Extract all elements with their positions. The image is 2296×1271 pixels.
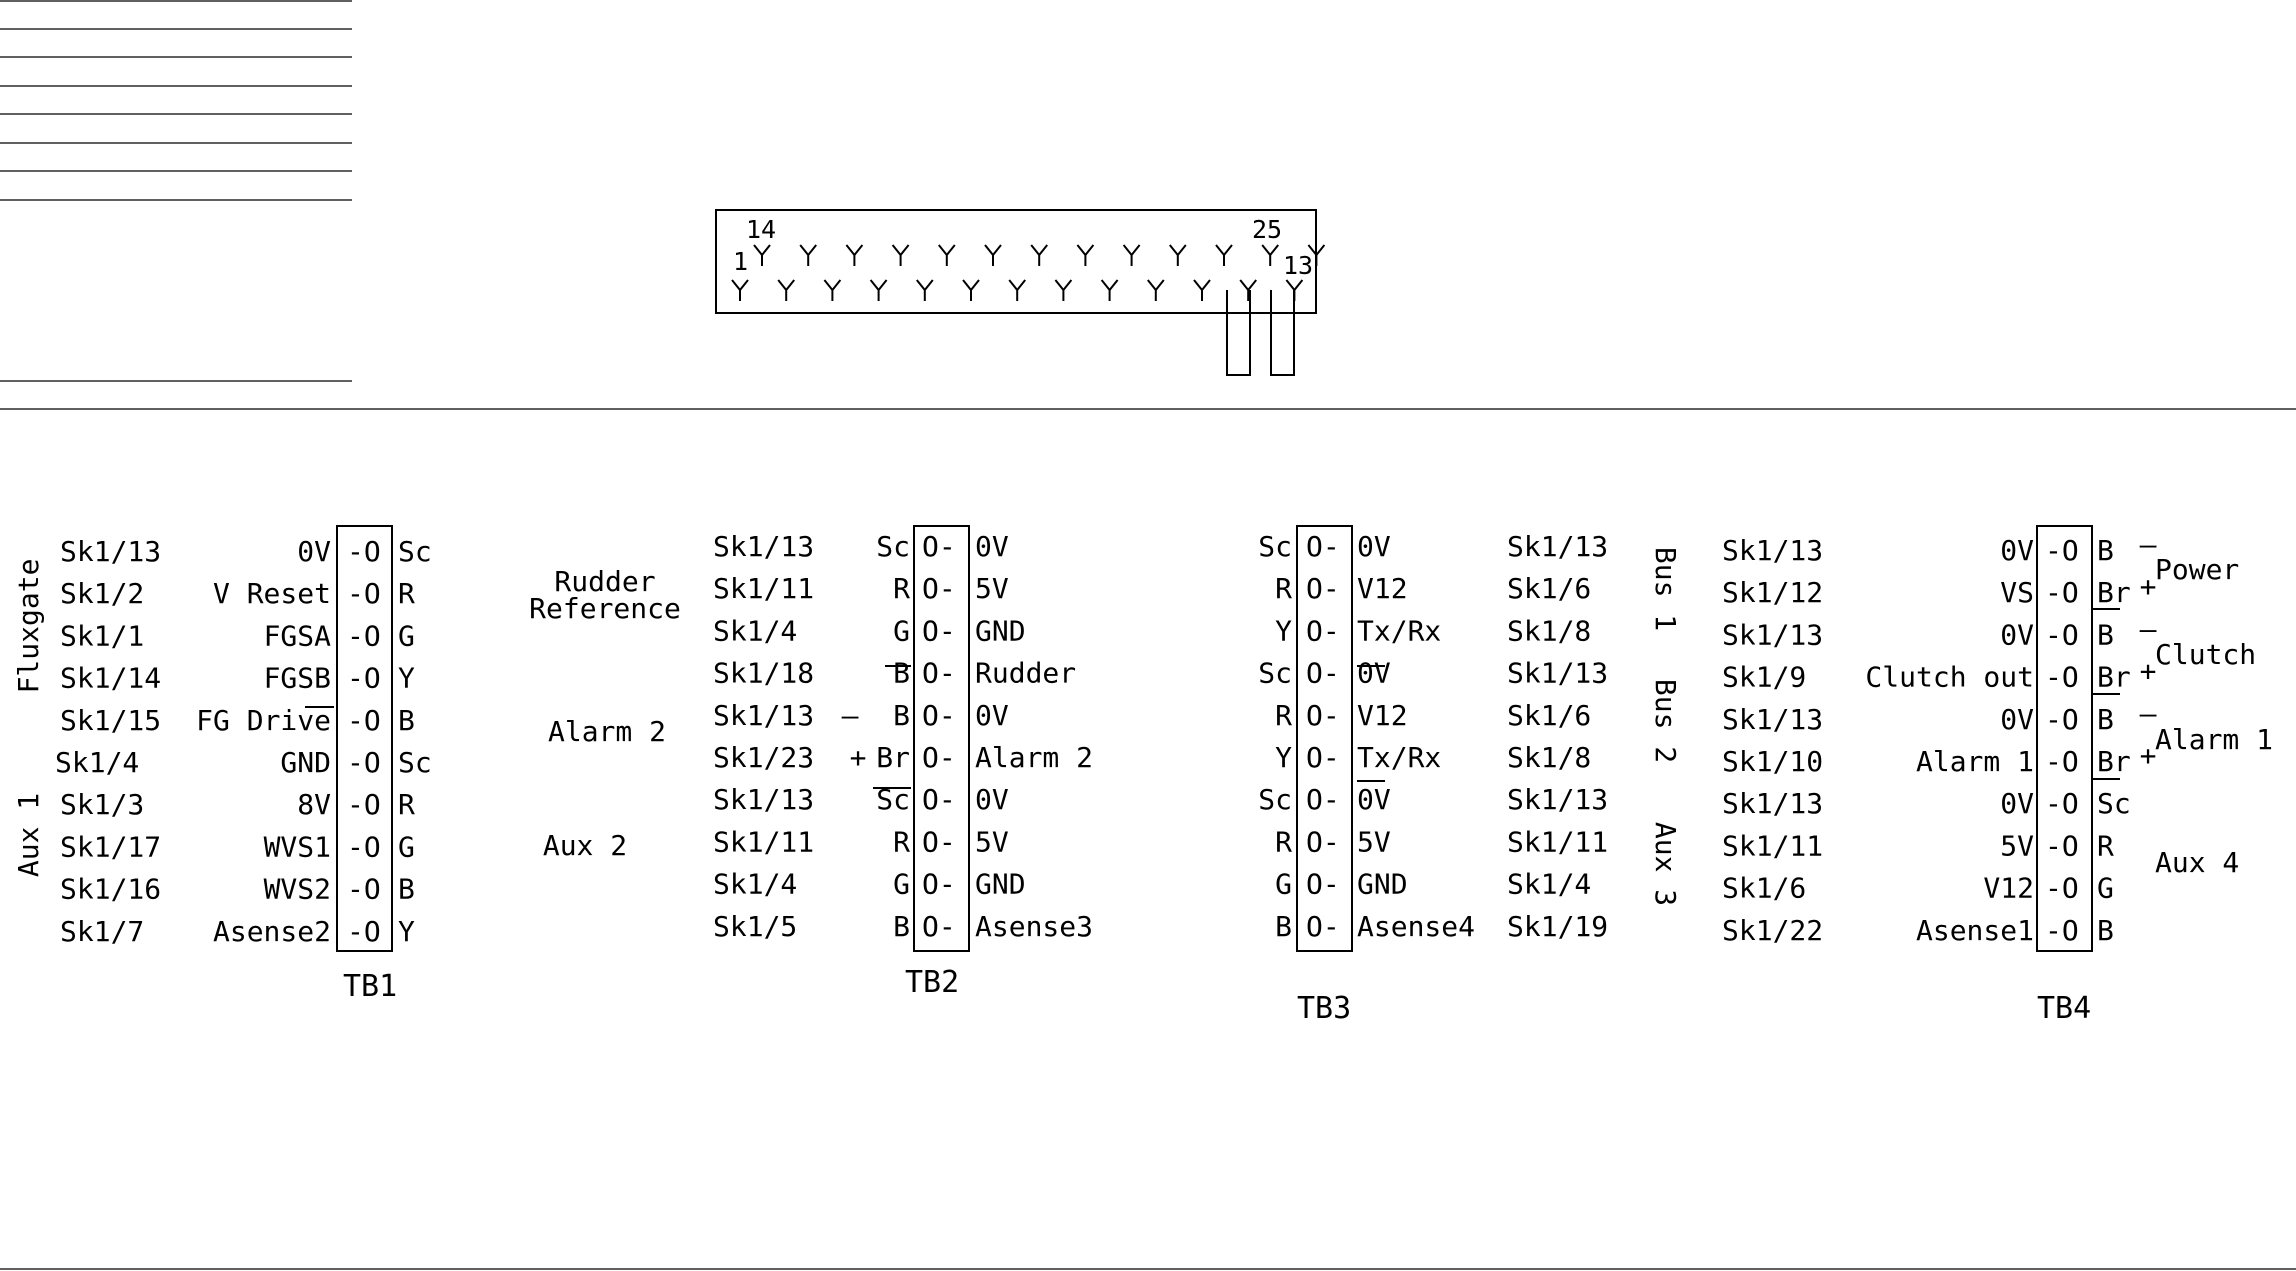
tb3-terminal: O- <box>1306 741 1340 774</box>
tb3-sk-ref: Sk1/13 <box>1507 783 1609 817</box>
tb1-terminal: -O <box>347 577 381 611</box>
tb3-wire: R <box>1275 825 1292 859</box>
tb4-sk-ref: Sk1/12 <box>1722 576 1824 610</box>
tb1-sk-ref: Sk1/13 <box>60 535 162 568</box>
tb1-sk-ref: Sk1/2 <box>60 577 145 611</box>
tb3-wire: Sc <box>1258 656 1292 690</box>
group-label-aux-4: Aux 4 <box>2155 846 2240 879</box>
tb2-sk-ref: Sk1/4 <box>713 614 798 648</box>
connector-pin <box>1262 245 1278 266</box>
tb4-wire: B <box>2097 702 2114 736</box>
group-label-alarm-2: Alarm 2 <box>547 715 667 748</box>
tb4-signal: Clutch out <box>1865 660 2034 694</box>
tb4-sk-ref: Sk1/13 <box>1722 702 1824 736</box>
tb2-signal: Alarm 2 <box>975 741 1094 774</box>
tb1-wire: B <box>398 872 415 906</box>
side-label-aux-1: Aux 1 <box>12 792 45 878</box>
tb2-terminal: O- <box>922 572 956 606</box>
group-label-reference: Reference <box>529 592 681 625</box>
connector-pin <box>1031 245 1047 266</box>
pin-label-1: 1 <box>733 247 749 276</box>
tb3-wire: B <box>1275 909 1292 943</box>
tb2-wire: Sc <box>876 530 910 563</box>
title-block <box>0 1 352 381</box>
tb1-terminal: -O <box>347 661 381 695</box>
tb4-mark: + <box>2139 570 2157 604</box>
tb1-wire: Y <box>398 661 415 695</box>
tb4-sk-ref: Sk1/13 <box>1722 534 1824 567</box>
tb3-terminal: O- <box>1306 909 1340 943</box>
tb2-signal: Rudder <box>975 656 1077 690</box>
connector-pin <box>1216 245 1232 266</box>
tb4-wire: B <box>2097 618 2114 652</box>
tb4-signal: 5V <box>2000 829 2034 863</box>
connector-pin <box>893 245 909 266</box>
tb2-signal: 0V <box>975 530 1009 563</box>
connector-pin <box>1124 245 1140 266</box>
tb1-signal: Asense2 <box>212 914 331 948</box>
tb2-wire: Sc <box>876 783 910 817</box>
tb2-terminal: O- <box>922 867 956 901</box>
tb1-wire: B <box>398 703 415 737</box>
connector-pin <box>1009 280 1025 301</box>
tb4-wire: Br <box>2097 745 2131 778</box>
tb3-terminal: O- <box>1306 614 1340 648</box>
tb3-terminal: O- <box>1306 783 1340 817</box>
group-label-rudder: Rudder <box>554 565 656 598</box>
connector-pin <box>1055 280 1071 301</box>
tb3-terminal: O- <box>1306 698 1340 732</box>
tb4-signal: Alarm 1 <box>1915 745 2034 778</box>
tb2-terminal: O- <box>922 783 956 817</box>
tb1-sk-ref: Sk1/3 <box>60 788 145 822</box>
group-label-aux-2: Aux 2 <box>542 829 628 862</box>
group-label-clutch: Clutch <box>2155 638 2257 671</box>
tb4-sk-ref: Sk1/11 <box>1722 829 1824 863</box>
connector-pin <box>732 280 748 301</box>
tb3-signal: GND <box>1357 867 1408 901</box>
connector-pin <box>1194 280 1210 301</box>
tb3-signal: Tx/Rx <box>1357 741 1442 774</box>
tb2-wire: B <box>893 656 910 690</box>
tb1-terminal: -O <box>347 872 381 906</box>
tb4-wire: R <box>2097 829 2114 863</box>
tb2-terminal: O- <box>922 909 956 943</box>
tb3-sk-ref: Sk1/11 <box>1507 825 1609 859</box>
tb4-terminal: -O <box>2045 871 2079 905</box>
tb2-label: TB2 <box>905 965 960 1000</box>
tb4-wire: B <box>2097 534 2114 567</box>
tb1-sk-ref: Sk1/15 <box>60 703 162 737</box>
tb4-signal: 0V <box>2000 534 2034 567</box>
tb4-terminal: -O <box>2045 913 2079 947</box>
tb3-sk-ref: Sk1/6 <box>1507 572 1592 606</box>
tb2-wire: Br <box>876 741 910 774</box>
tb2-mark: + <box>849 741 867 774</box>
tb4-sk-ref: Sk1/22 <box>1722 913 1824 947</box>
tb3-wire: R <box>1275 698 1292 732</box>
tb4-terminal: -O <box>2045 745 2079 778</box>
tb2-wire: R <box>893 572 910 606</box>
connector-pin <box>800 245 816 266</box>
tb4-label: TB4 <box>2037 991 2092 1026</box>
tb2-terminal: O- <box>922 656 956 690</box>
tb4-sk-ref: Sk1/13 <box>1722 787 1824 821</box>
connector-pin <box>939 245 955 266</box>
tb3-wire: R <box>1275 572 1292 606</box>
side-label-bus-1: Bus 1 <box>1649 546 1682 632</box>
tb4-mark: + <box>2139 654 2157 688</box>
tb4-wire: B <box>2097 913 2114 947</box>
tb4-signal: 0V <box>2000 618 2034 652</box>
tb3-signal: 5V <box>1357 825 1391 859</box>
tb4-sk-ref: Sk1/10 <box>1722 745 1824 778</box>
tb1-sk-ref: Sk1/17 <box>60 830 162 864</box>
tb1-sk-ref: Sk1/1 <box>60 619 145 653</box>
tb4-terminal: -O <box>2045 618 2079 652</box>
side-label-fluxgate: Fluxgate <box>12 558 45 694</box>
tb3-terminal: O- <box>1306 656 1340 690</box>
tb3-wire: G <box>1275 867 1292 901</box>
tb1-signal: WVS1 <box>263 830 331 864</box>
tb3-sk-ref: Sk1/19 <box>1507 909 1609 943</box>
tb4-signal: V12 <box>1983 871 2034 905</box>
connector-pin <box>1148 280 1164 301</box>
connector-sk1 <box>716 210 1324 375</box>
tb1-signal: WVS2 <box>263 872 331 906</box>
tb4-wire: Br <box>2097 660 2131 694</box>
tb1-sk-ref: Sk1/16 <box>60 872 162 906</box>
side-label-aux-3: Aux 3 <box>1649 821 1682 907</box>
pin-label-13: 13 <box>1283 251 1314 280</box>
tb2-wire: B <box>893 698 910 732</box>
tb1-wire: G <box>398 619 415 653</box>
tb1-terminal: -O <box>347 535 381 568</box>
tb1-terminal: -O <box>347 619 381 653</box>
tb4-terminal: -O <box>2045 534 2079 567</box>
tb1-wire: R <box>398 788 415 822</box>
tb4-wire: G <box>2097 871 2114 905</box>
tb4-signal: VS <box>2000 576 2034 610</box>
tb1-terminal: -O <box>347 914 381 948</box>
tb1-sk-ref: Sk1/4 <box>55 746 140 779</box>
tb2-signal: GND <box>975 867 1026 901</box>
tb3-sk-ref: Sk1/13 <box>1507 530 1609 563</box>
tb4-signal: Asense1 <box>1915 913 2034 947</box>
tb2-signal: 5V <box>975 572 1009 606</box>
tb2-sk-ref: Sk1/13 <box>713 698 815 732</box>
tb2-terminal: O- <box>922 741 956 774</box>
tb1-terminal: -O <box>347 703 381 737</box>
terminal-block-tb4 <box>1722 526 2273 1026</box>
tb2-terminal: O- <box>922 530 956 563</box>
tb4-wire: Br <box>2097 576 2131 610</box>
tb1-wire: Y <box>398 914 415 948</box>
tb4-terminal: -O <box>2045 576 2079 610</box>
terminal-block-tb2 <box>529 526 1093 1000</box>
connector-pins <box>732 245 1324 301</box>
connector-pin <box>1102 280 1118 301</box>
tb3-sk-ref: Sk1/13 <box>1507 656 1609 690</box>
connector-pin <box>963 280 979 301</box>
tb2-sk-ref: Sk1/5 <box>713 909 798 943</box>
connector-pin <box>1170 245 1186 266</box>
tb3-sk-ref: Sk1/8 <box>1507 741 1592 774</box>
connector-pin <box>778 280 794 301</box>
tb1-wire: Sc <box>398 746 432 779</box>
tb2-sk-ref: Sk1/18 <box>713 656 815 690</box>
terminal-block-tb1 <box>12 526 432 1004</box>
tb2-signal: GND <box>975 614 1026 648</box>
tb4-terminal: -O <box>2045 660 2079 694</box>
tb2-sk-ref: Sk1/4 <box>713 867 798 901</box>
tb2-wire: G <box>893 867 910 901</box>
tb3-terminal: O- <box>1306 825 1340 859</box>
tb2-terminal: O- <box>922 614 956 648</box>
tb2-mark: — <box>841 698 859 732</box>
tb3-sk-ref: Sk1/4 <box>1507 867 1592 901</box>
tb4-wire: Sc <box>2097 787 2131 821</box>
tb4-mark: + <box>2139 739 2157 772</box>
tb4-terminal: -O <box>2045 702 2079 736</box>
tb4-signal: 0V <box>2000 702 2034 736</box>
tb2-terminal: O- <box>922 825 956 859</box>
tb1-signal: FG Drive <box>196 703 331 737</box>
tb3-signal: 0V <box>1357 656 1391 690</box>
tb1-signal: V Reset <box>212 577 331 611</box>
tb2-sk-ref: Sk1/13 <box>713 783 815 817</box>
tb1-terminal: -O <box>347 830 381 864</box>
tb3-signal: V12 <box>1357 698 1408 732</box>
tb3-wire: Y <box>1275 614 1292 648</box>
tb4-mark: — <box>2139 696 2157 730</box>
tb2-wire: R <box>893 825 910 859</box>
tb2-signal: 0V <box>975 783 1009 817</box>
tb1-wire: R <box>398 577 415 611</box>
connector-pin <box>754 245 770 266</box>
tb3-label: TB3 <box>1297 991 1352 1026</box>
tb2-sk-ref: Sk1/11 <box>713 572 815 606</box>
tb1-signal: GND <box>280 746 331 779</box>
link-wire <box>1271 290 1294 375</box>
tb1-terminal: -O <box>347 746 381 779</box>
tb3-wire: Sc <box>1258 530 1292 563</box>
tb3-sk-ref: Sk1/6 <box>1507 698 1592 732</box>
tb4-signal: 0V <box>2000 787 2034 821</box>
tb2-wire: G <box>893 614 910 648</box>
tb3-terminal: O- <box>1306 530 1340 563</box>
tb4-mark: — <box>2139 528 2157 561</box>
tb3-signal: Asense4 <box>1357 909 1476 943</box>
tb3-signal: V12 <box>1357 572 1408 606</box>
pin-label-25: 25 <box>1252 215 1283 244</box>
tb2-signal: 0V <box>975 698 1009 732</box>
tb1-label: TB1 <box>343 969 398 1004</box>
tb1-signal: 8V <box>297 788 331 822</box>
tb3-wire: Sc <box>1258 783 1292 817</box>
connector-pin <box>824 280 840 301</box>
tb2-sk-ref: Sk1/13 <box>713 530 815 563</box>
tb2-signal: Asense3 <box>975 909 1094 943</box>
tb4-sk-ref: Sk1/13 <box>1722 618 1824 652</box>
connector-pin <box>846 245 862 266</box>
tb4-terminal: -O <box>2045 787 2079 821</box>
tb4-mark: — <box>2139 612 2157 646</box>
tb3-signal: 0V <box>1357 530 1391 563</box>
tb1-sk-ref: Sk1/14 <box>60 661 162 695</box>
tb4-sk-ref: Sk1/9 <box>1722 660 1807 694</box>
connector-pin <box>985 245 1001 266</box>
side-label-bus-2: Bus 2 <box>1649 678 1682 764</box>
tb2-sk-ref: Sk1/11 <box>713 825 815 859</box>
tb2-terminal: O- <box>922 698 956 732</box>
tb1-signal: 0V <box>297 535 331 568</box>
tb1-wire: Sc <box>398 535 432 568</box>
tb3-signal: Tx/Rx <box>1357 614 1442 648</box>
connector-pin <box>1077 245 1093 266</box>
tb3-sk-ref: Sk1/8 <box>1507 614 1592 648</box>
tb1-signal: FGSA <box>263 619 331 653</box>
terminal-block-tb3 <box>1258 526 1682 1026</box>
tb2-signal: 5V <box>975 825 1009 859</box>
tb3-terminal: O- <box>1306 572 1340 606</box>
tb3-signal: 0V <box>1357 783 1391 817</box>
tb3-terminal: O- <box>1306 867 1340 901</box>
tb1-signal: FGSB <box>263 661 331 695</box>
tb1-terminal: -O <box>347 788 381 822</box>
group-label-power: Power <box>2155 553 2240 586</box>
tb4-terminal: -O <box>2045 829 2079 863</box>
tb2-wire: B <box>893 909 910 943</box>
pin-label-14: 14 <box>746 215 777 244</box>
tb1-wire: G <box>398 830 415 864</box>
link-wire <box>1227 290 1250 375</box>
group-label-alarm-1: Alarm 1 <box>2155 723 2274 756</box>
connector-pin <box>871 280 887 301</box>
connector-pin <box>917 280 933 301</box>
tb1-sk-ref: Sk1/7 <box>60 914 145 948</box>
tb3-wire: Y <box>1275 741 1292 774</box>
tb2-sk-ref: Sk1/23 <box>713 741 815 774</box>
tb4-sk-ref: Sk1/6 <box>1722 871 1807 905</box>
connector-pin <box>1240 280 1256 301</box>
